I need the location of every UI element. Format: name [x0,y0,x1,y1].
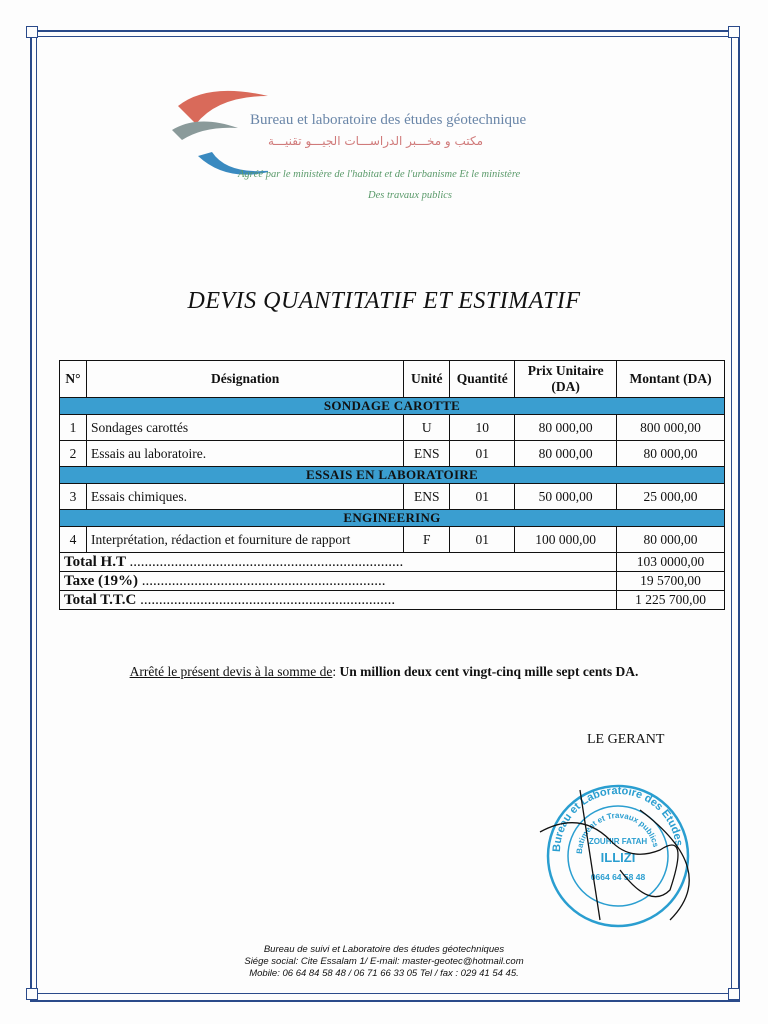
total-ht-row: Total H.T ......................................................................... 103 0000,00 [60,553,725,572]
amount-in-words: Arrêté le présent devis à la somme de: Un million deux cent vingt-cinq mille sept cents DA. [129,664,639,679]
logo-agreement: Agréé par le ministère de l'habitat et de l'urbanisme Et le ministère [238,169,521,180]
cell-unite: F [404,527,450,553]
cell-quantite: 10 [450,415,515,441]
header-prix: Prix Unitaire (DA) [515,361,617,398]
cell-designation: Interprétation, rédaction et fourniture de rapport [86,527,403,553]
signatory-role: LE GERANT [587,732,665,747]
cell-unite: U [404,415,450,441]
cell-unite: ENS [404,441,450,467]
document-title: DEVIS QUANTITATIF ET ESTIMATIF [187,288,581,314]
cell-quantite: 01 [450,484,515,510]
cell-quantite: 01 [450,441,515,467]
table-row [60,484,725,510]
stamp-inner-text: Batiment et Travaux publics [574,810,661,855]
border-corner [26,988,38,1000]
taxe-value: 19 5700,00 [617,572,725,591]
arrete-amount: Un million deux cent vingt-cinq mille sept cents DA. [339,664,639,679]
table-header-row [60,361,725,398]
header-quantite: Quantité [450,361,515,398]
stamp-outer-text: Bureau et Laboratoire des Études [550,784,685,853]
cell-unite: ENS [404,484,450,510]
section-header: SONDAGE CAROTTE [60,398,725,415]
footer-line-1: Bureau de suivi et Laboratoire des études géotechniques [263,944,505,955]
border-corner [728,26,740,38]
total-ht-label: Total H.T [64,553,126,570]
logo-agreement-cont: Des travaux publics [368,190,452,201]
cell-prix: 100 000,00 [515,527,617,553]
table-row [60,415,725,441]
table-row [60,441,725,467]
cell-montant: 800 000,00 [617,415,725,441]
cell-designation: Sondages carottés [86,415,403,441]
arrete-prefix: Arrêté le présent devis à la somme de [129,664,333,679]
total-ht-value: 103 0000,00 [617,553,725,572]
company-logo [168,84,638,209]
footer-line-3: Mobile: 06 64 84 58 48 / 06 71 66 33 05 Tel / fax : 029 41 54 45. [249,968,519,979]
cell-no: 4 [60,527,87,553]
table-row [60,527,725,553]
header-unite: Unité [404,361,450,398]
footer-line-2: Siége social: Cite Essalam 1/ E-mail: master-geotec@hotmail.com [244,956,524,967]
cell-designation: Essais au laboratoire. [86,441,403,467]
cell-no: 1 [60,415,87,441]
border-corner [728,988,740,1000]
stamp-phone: 0664 64 58 48 [590,872,646,882]
border-corner [26,26,38,38]
cell-montant: 25 000,00 [617,484,725,510]
page-footer [0,944,768,980]
quote-table [59,360,725,610]
cell-no: 3 [60,484,87,510]
total-ttc-label: Total T.T.C [64,591,137,608]
cell-montant: 80 000,00 [617,441,725,467]
header-montant: Montant (DA) [617,361,725,398]
cell-quantite: 01 [450,527,515,553]
cell-designation: Essais chimiques. [86,484,403,510]
stamp-name: ZOUHIR FATAH [588,837,648,846]
header-designation: Désignation [86,361,403,398]
logo-company-name: Bureau et laboratoire des études géotechnique [250,112,527,128]
taxe-label: Taxe (19%) [64,572,139,589]
total-ttc-value: 1 225 700,00 [617,591,725,610]
section-header: ENGINEERING [60,510,725,527]
taxe-row: Taxe (19%) ................................................................. 19 5700,00 [60,572,725,591]
total-ttc-row: Total T.T.C .................................................................... 1 225 700,00 [60,591,725,610]
company-stamp [520,770,730,930]
section-header: ESSAIS EN LABORATOIRE [60,467,725,484]
cell-prix: 80 000,00 [515,415,617,441]
header-no: N° [60,361,87,398]
cell-prix: 80 000,00 [515,441,617,467]
cell-montant: 80 000,00 [617,527,725,553]
stamp-city: ILLIZI [600,850,636,865]
cell-no: 2 [60,441,87,467]
logo-arabic-name: مكتب و مخـــبر الدراســـات الجيـــو تقنيـــة [268,134,483,148]
cell-prix: 50 000,00 [515,484,617,510]
